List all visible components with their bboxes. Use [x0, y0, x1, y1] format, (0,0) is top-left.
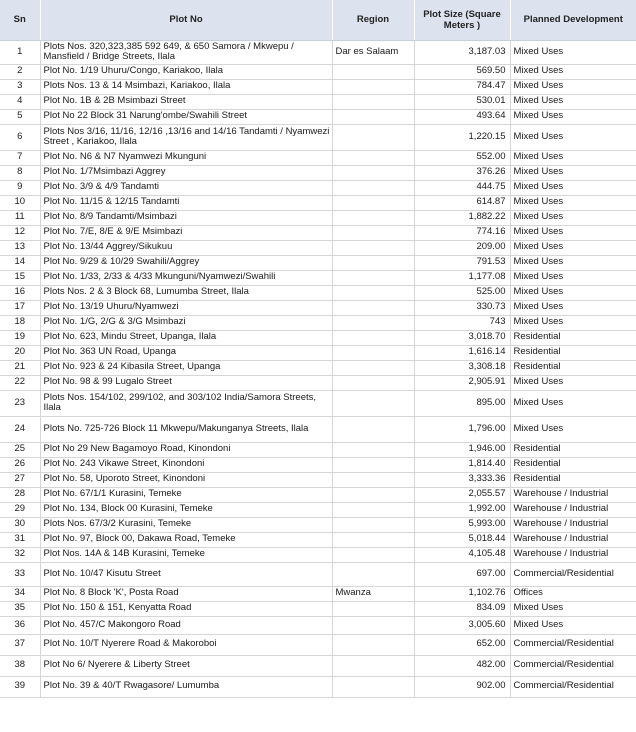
cell-region [332, 225, 414, 240]
cell-plot-size: 493.64 [414, 109, 510, 124]
cell-planned-development: Mixed Uses [510, 285, 636, 300]
cell-plot-no: Plot No. 923 & 24 Kibasila Street, Upanga [40, 360, 332, 375]
cell-planned-development: Warehouse / Industrial [510, 532, 636, 547]
cell-planned-development: Mixed Uses [510, 416, 636, 442]
cell-region [332, 285, 414, 300]
table-row [0, 345, 636, 360]
cell-sn: 10 [0, 195, 40, 210]
cell-plot-size: 895.00 [414, 390, 510, 416]
cell-planned-development: Mixed Uses [510, 315, 636, 330]
cell-planned-development: Mixed Uses [510, 64, 636, 79]
cell-sn: 37 [0, 634, 40, 655]
cell-planned-development: Warehouse / Industrial [510, 517, 636, 532]
cell-region [332, 502, 414, 517]
cell-plot-no: Plot No. 1/7Msimbazi Aggrey [40, 165, 332, 180]
cell-plot-no: Plot No. 457/C Makongoro Road [40, 616, 332, 634]
cell-plot-size: 652.00 [414, 634, 510, 655]
cell-planned-development: Residential [510, 472, 636, 487]
table-row [0, 562, 636, 586]
cell-plot-no: Plot No 6/ Nyerere & Liberty Street [40, 655, 332, 676]
cell-plot-size: 902.00 [414, 676, 510, 697]
cell-planned-development: Mixed Uses [510, 240, 636, 255]
cell-sn: 15 [0, 270, 40, 285]
table-row [0, 517, 636, 532]
cell-region [332, 655, 414, 676]
table-row [0, 180, 636, 195]
cell-region [332, 676, 414, 697]
cell-sn: 22 [0, 375, 40, 390]
cell-sn: 17 [0, 300, 40, 315]
table-row [0, 40, 636, 64]
cell-sn: 5 [0, 109, 40, 124]
cell-sn: 16 [0, 285, 40, 300]
cell-planned-development: Mixed Uses [510, 165, 636, 180]
header-plot-size: Plot Size (Square Meters ) [414, 0, 510, 40]
cell-plot-no: Plots Nos. 67/3/2 Kurasini, Temeke [40, 517, 332, 532]
table-row [0, 240, 636, 255]
cell-region [332, 345, 414, 360]
cell-planned-development: Residential [510, 360, 636, 375]
cell-plot-size: 1,796.00 [414, 416, 510, 442]
cell-plot-size: 2,905.91 [414, 375, 510, 390]
cell-sn: 32 [0, 547, 40, 562]
cell-plot-size: 1,882.22 [414, 210, 510, 225]
table-row [0, 586, 636, 601]
cell-plot-size: 784.47 [414, 79, 510, 94]
cell-plot-no: Plot No 29 New Bagamoyo Road, Kinondoni [40, 442, 332, 457]
table-row [0, 547, 636, 562]
cell-planned-development: Mixed Uses [510, 150, 636, 165]
cell-region [332, 634, 414, 655]
cell-planned-development: Mixed Uses [510, 40, 636, 64]
cell-plot-no: Plots Nos. 320,323,385 592 649, & 650 Samora / Mkwepu / Mansfield / Bridge Streets, Ilala [40, 40, 332, 64]
cell-sn: 4 [0, 94, 40, 109]
table-row [0, 64, 636, 79]
cell-sn: 35 [0, 601, 40, 616]
cell-planned-development: Residential [510, 345, 636, 360]
cell-region [332, 330, 414, 345]
cell-sn: 26 [0, 457, 40, 472]
cell-plot-no: Plot No. 623, Mindu Street, Upanga, Ilala [40, 330, 332, 345]
cell-region [332, 547, 414, 562]
cell-plot-size: 1,616.14 [414, 345, 510, 360]
table-row [0, 225, 636, 240]
table-row [0, 150, 636, 165]
cell-sn: 36 [0, 616, 40, 634]
cell-sn: 7 [0, 150, 40, 165]
table-row [0, 457, 636, 472]
table-row [0, 634, 636, 655]
cell-plot-size: 791.53 [414, 255, 510, 270]
cell-region [332, 240, 414, 255]
cell-plot-no: Plot No. 8/9 Tandamti/Msimbazi [40, 210, 332, 225]
cell-sn: 31 [0, 532, 40, 547]
table-row [0, 487, 636, 502]
cell-plot-size: 376.26 [414, 165, 510, 180]
cell-sn: 27 [0, 472, 40, 487]
cell-planned-development: Commercial/Residential [510, 655, 636, 676]
cell-planned-development: Commercial/Residential [510, 634, 636, 655]
table-body [0, 40, 636, 697]
cell-plot-size: 1,992.00 [414, 502, 510, 517]
header-plot-no: Plot No [40, 0, 332, 40]
cell-sn: 14 [0, 255, 40, 270]
cell-sn: 33 [0, 562, 40, 586]
cell-plot-no: Plot No. 11/15 & 12/15 Tandamti [40, 195, 332, 210]
cell-region [332, 416, 414, 442]
cell-plot-no: Plots Nos. 2 & 3 Block 68, Lumumba Street, Ilala [40, 285, 332, 300]
cell-region [332, 124, 414, 150]
cell-plot-size: 1,946.00 [414, 442, 510, 457]
cell-plot-size: 444.75 [414, 180, 510, 195]
cell-plot-size: 1,220.15 [414, 124, 510, 150]
cell-plot-size: 525.00 [414, 285, 510, 300]
table-row [0, 532, 636, 547]
cell-plot-no: Plot No. 1B & 2B Msimbazi Street [40, 94, 332, 109]
cell-region [332, 457, 414, 472]
cell-planned-development: Residential [510, 457, 636, 472]
cell-sn: 8 [0, 165, 40, 180]
cell-region [332, 562, 414, 586]
cell-planned-development: Offices [510, 586, 636, 601]
table-row [0, 330, 636, 345]
cell-region [332, 64, 414, 79]
cell-region [332, 300, 414, 315]
cell-plot-no: Plot No. 243 Vikawe Street, Kinondoni [40, 457, 332, 472]
cell-plot-no: Plots Nos. 13 & 14 Msimbazi, Kariakoo, Ilala [40, 79, 332, 94]
table-row [0, 360, 636, 375]
cell-region [332, 255, 414, 270]
cell-region [332, 601, 414, 616]
table-row [0, 472, 636, 487]
table-row [0, 124, 636, 150]
cell-planned-development: Mixed Uses [510, 375, 636, 390]
cell-plot-size: 3,308.18 [414, 360, 510, 375]
cell-plot-size: 2,055.57 [414, 487, 510, 502]
header-sn: Sn [0, 0, 40, 40]
cell-region [332, 532, 414, 547]
table-row [0, 270, 636, 285]
table-row [0, 390, 636, 416]
cell-planned-development: Residential [510, 442, 636, 457]
cell-plot-size: 209.00 [414, 240, 510, 255]
cell-plot-no: Plot No. 67/1/1 Kurasini, Temeke [40, 487, 332, 502]
table-row [0, 79, 636, 94]
cell-plot-no: Plot No. 134, Block 00 Kurasini, Temeke [40, 502, 332, 517]
cell-region [332, 109, 414, 124]
cell-plot-no: Plot No. 7/E, 8/E & 9/E Msimbazi [40, 225, 332, 240]
cell-plot-size: 697.00 [414, 562, 510, 586]
table-row [0, 285, 636, 300]
cell-region [332, 442, 414, 457]
cell-region [332, 616, 414, 634]
cell-planned-development: Commercial/Residential [510, 676, 636, 697]
table-row [0, 375, 636, 390]
cell-planned-development: Mixed Uses [510, 94, 636, 109]
cell-region [332, 210, 414, 225]
cell-plot-no: Plot No. 1/19 Uhuru/Congo, Kariakoo, Ilala [40, 64, 332, 79]
cell-plot-size: 552.00 [414, 150, 510, 165]
cell-sn: 20 [0, 345, 40, 360]
cell-plot-no: Plot No. N6 & N7 Nyamwezi Mkunguni [40, 150, 332, 165]
cell-plot-no: Plot No. 363 UN Road, Upanga [40, 345, 332, 360]
cell-plot-no: Plot No. 8 Block 'K', Posta Road [40, 586, 332, 601]
cell-sn: 3 [0, 79, 40, 94]
cell-region [332, 195, 414, 210]
cell-plot-size: 5,018.44 [414, 532, 510, 547]
cell-region [332, 165, 414, 180]
cell-plot-no: Plot No. 1/33, 2/33 & 4/33 Mkunguni/Nyamwezi/Swahili [40, 270, 332, 285]
cell-planned-development: Warehouse / Industrial [510, 547, 636, 562]
table-row [0, 601, 636, 616]
cell-plot-size: 614.87 [414, 195, 510, 210]
cell-plot-size: 4,105.48 [414, 547, 510, 562]
cell-plot-no: Plots Nos. 154/102, 299/102, and 303/102 India/Samora Streets, Ilala [40, 390, 332, 416]
cell-region [332, 487, 414, 502]
cell-plot-no: Plot No. 1/G, 2/G & 3/G Msimbazi [40, 315, 332, 330]
cell-plot-size: 1,102.76 [414, 586, 510, 601]
table-header-row [0, 0, 636, 40]
cell-sn: 34 [0, 586, 40, 601]
cell-sn: 2 [0, 64, 40, 79]
cell-plot-size: 482.00 [414, 655, 510, 676]
cell-plot-no: Plot No. 3/9 & 4/9 Tandamti [40, 180, 332, 195]
cell-plot-size: 569.50 [414, 64, 510, 79]
cell-region: Dar es Salaam [332, 40, 414, 64]
table-row [0, 315, 636, 330]
cell-sn: 19 [0, 330, 40, 345]
cell-sn: 9 [0, 180, 40, 195]
cell-plot-size: 3,187.03 [414, 40, 510, 64]
cell-planned-development: Mixed Uses [510, 616, 636, 634]
cell-plot-no: Plot No. 98 & 99 Lugalo Street [40, 375, 332, 390]
cell-plot-no: Plot Nos. 14A & 14B Kurasini, Temeke [40, 547, 332, 562]
cell-planned-development: Residential [510, 330, 636, 345]
table-row [0, 94, 636, 109]
cell-sn: 6 [0, 124, 40, 150]
cell-plot-size: 530.01 [414, 94, 510, 109]
cell-planned-development: Mixed Uses [510, 390, 636, 416]
cell-plot-no: Plot No. 10/47 Kisutu Street [40, 562, 332, 586]
cell-planned-development: Mixed Uses [510, 225, 636, 240]
cell-planned-development: Warehouse / Industrial [510, 487, 636, 502]
cell-planned-development: Mixed Uses [510, 300, 636, 315]
cell-region [332, 517, 414, 532]
cell-plot-no: Plot No. 97, Block 00, Dakawa Road, Temeke [40, 532, 332, 547]
cell-plot-no: Plots No. 725-726 Block 11 Mkwepu/Makunganya Streets, Ilala [40, 416, 332, 442]
table-row [0, 416, 636, 442]
cell-plot-size: 1,177.08 [414, 270, 510, 285]
cell-planned-development: Mixed Uses [510, 109, 636, 124]
cell-region [332, 360, 414, 375]
cell-sn: 38 [0, 655, 40, 676]
cell-planned-development: Mixed Uses [510, 79, 636, 94]
cell-region: Mwanza [332, 586, 414, 601]
cell-planned-development: Mixed Uses [510, 210, 636, 225]
table-row [0, 255, 636, 270]
cell-region [332, 390, 414, 416]
cell-plot-no: Plots Nos 3/16, 11/16, 12/16 ,13/16 and 14/16 Tandamti / Nyamwezi Street , Kariakoo, Ilala [40, 124, 332, 150]
cell-plot-size: 3,005.60 [414, 616, 510, 634]
cell-region [332, 180, 414, 195]
cell-planned-development: Warehouse / Industrial [510, 502, 636, 517]
table-row [0, 676, 636, 697]
cell-plot-no: Plot No 22 Block 31 Narung'ombe/Swahili Street [40, 109, 332, 124]
table-row [0, 502, 636, 517]
cell-region [332, 472, 414, 487]
cell-sn: 12 [0, 225, 40, 240]
table-row [0, 165, 636, 180]
cell-planned-development: Mixed Uses [510, 601, 636, 616]
header-region: Region [332, 0, 414, 40]
cell-planned-development: Mixed Uses [510, 195, 636, 210]
cell-plot-size: 5,993.00 [414, 517, 510, 532]
table-row [0, 300, 636, 315]
cell-sn: 30 [0, 517, 40, 532]
cell-sn: 13 [0, 240, 40, 255]
cell-plot-size: 834.09 [414, 601, 510, 616]
cell-plot-no: Plot No. 150 & 151, Kenyatta Road [40, 601, 332, 616]
table-row [0, 616, 636, 634]
cell-plot-no: Plot No. 9/29 & 10/29 Swahili/Aggrey [40, 255, 332, 270]
cell-plot-size: 330.73 [414, 300, 510, 315]
cell-planned-development: Mixed Uses [510, 180, 636, 195]
table-row [0, 109, 636, 124]
cell-planned-development: Mixed Uses [510, 255, 636, 270]
cell-region [332, 79, 414, 94]
cell-sn: 25 [0, 442, 40, 457]
cell-sn: 21 [0, 360, 40, 375]
cell-region [332, 94, 414, 109]
table-row [0, 210, 636, 225]
cell-sn: 23 [0, 390, 40, 416]
cell-sn: 39 [0, 676, 40, 697]
cell-region [332, 315, 414, 330]
cell-sn: 29 [0, 502, 40, 517]
cell-region [332, 270, 414, 285]
cell-planned-development: Commercial/Residential [510, 562, 636, 586]
cell-plot-size: 1,814.40 [414, 457, 510, 472]
header-planned-development: Planned Development [510, 0, 636, 40]
cell-sn: 24 [0, 416, 40, 442]
cell-sn: 1 [0, 40, 40, 64]
cell-plot-size: 3,018.70 [414, 330, 510, 345]
cell-sn: 11 [0, 210, 40, 225]
table-row [0, 442, 636, 457]
cell-plot-no: Plot No. 13/19 Uhuru/Nyamwezi [40, 300, 332, 315]
cell-planned-development: Mixed Uses [510, 270, 636, 285]
cell-plot-size: 743 [414, 315, 510, 330]
cell-plot-size: 3,333.36 [414, 472, 510, 487]
cell-planned-development: Mixed Uses [510, 124, 636, 150]
cell-sn: 18 [0, 315, 40, 330]
cell-region [332, 375, 414, 390]
cell-plot-size: 774.16 [414, 225, 510, 240]
cell-sn: 28 [0, 487, 40, 502]
table-row [0, 655, 636, 676]
cell-plot-no: Plot No. 39 & 40/T Rwagasore/ Lumumba [40, 676, 332, 697]
cell-plot-no: Plot No. 58, Uporoto Street, Kinondoni [40, 472, 332, 487]
cell-plot-no: Plot No. 10/T Nyerere Road & Makoroboi [40, 634, 332, 655]
table-row [0, 195, 636, 210]
cell-plot-no: Plot No. 13/44 Aggrey/Sikukuu [40, 240, 332, 255]
cell-region [332, 150, 414, 165]
